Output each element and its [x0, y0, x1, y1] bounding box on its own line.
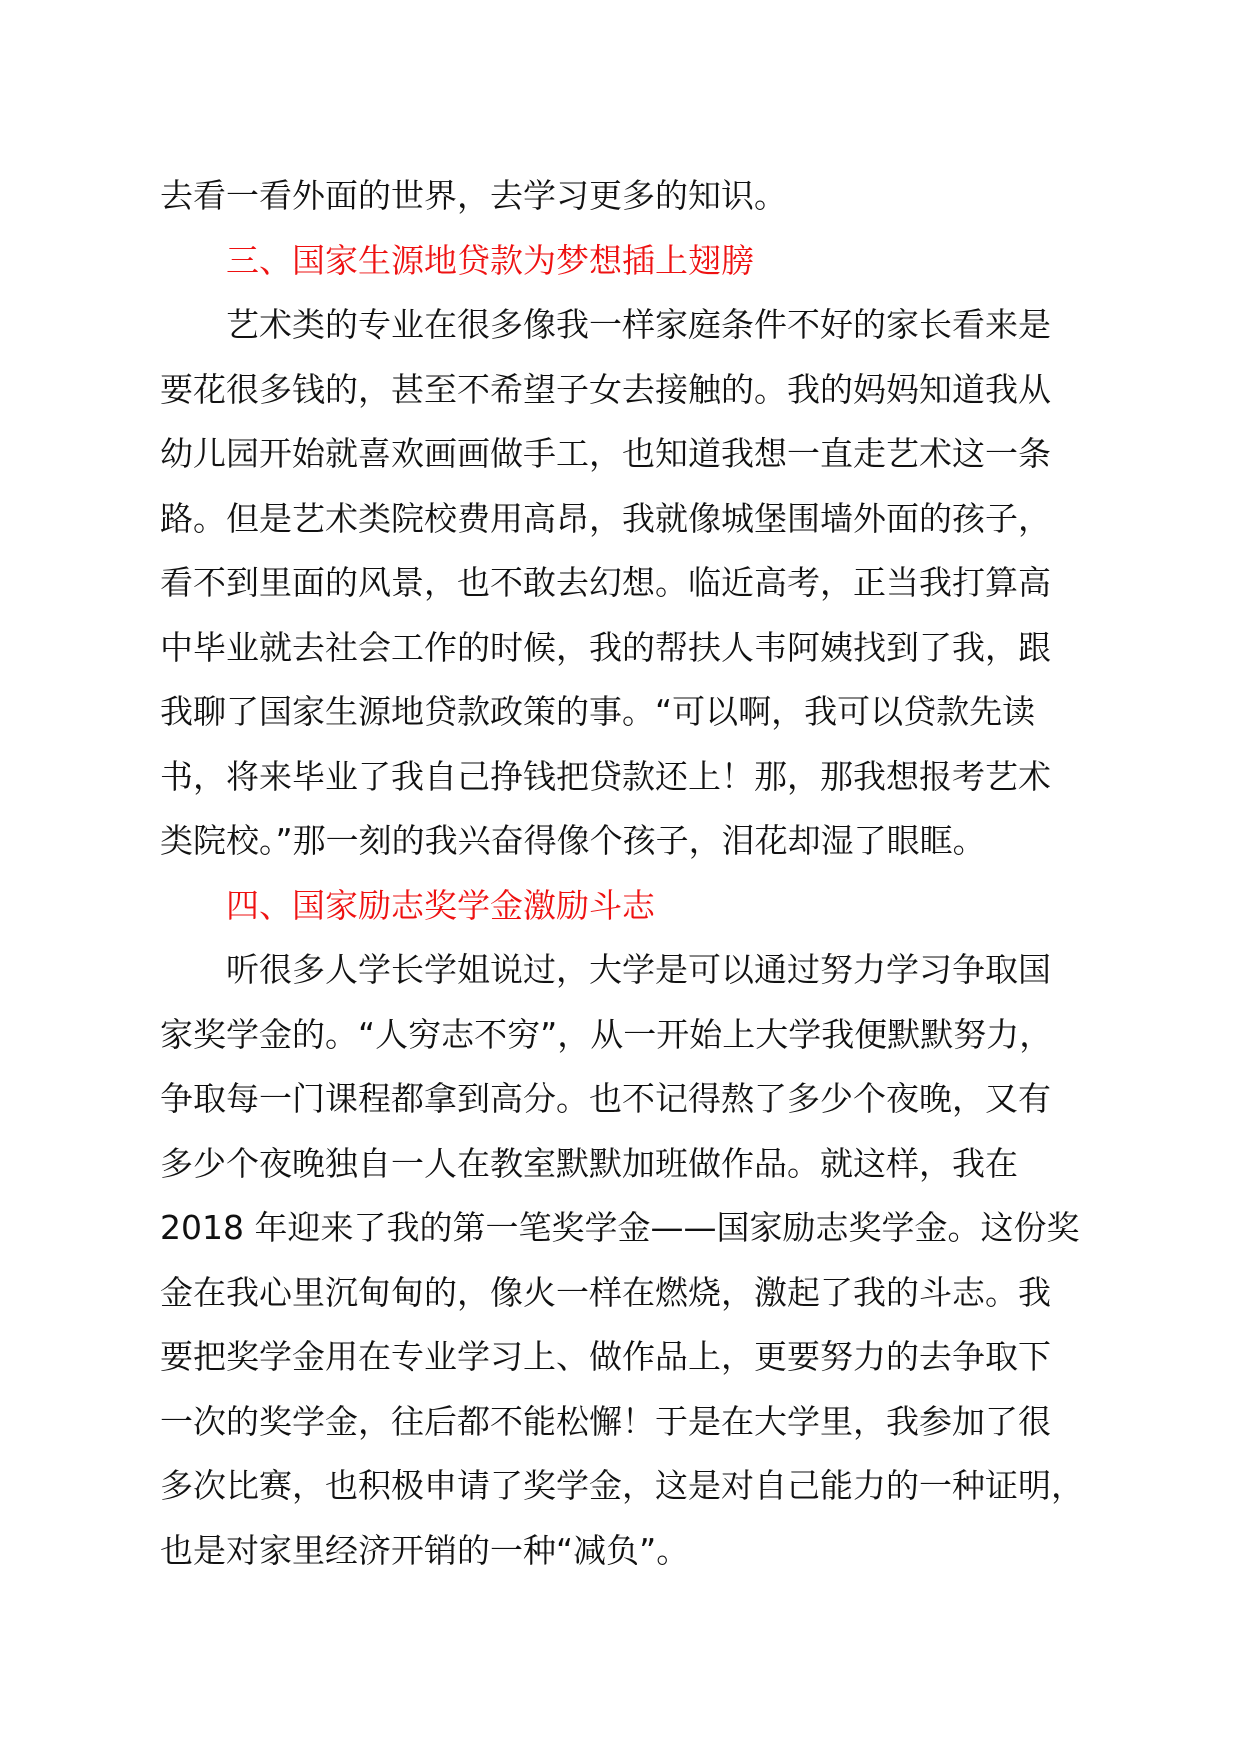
body-text-line: 我聊了国家生源地贷款政策的事。“可以啊，我可以贷款先读 — [160, 692, 1036, 731]
body-text-line: 看不到里面的风景，也不敢去幻想。临近高考，正当我打算高 — [160, 563, 1051, 602]
body-text-line: 也是对家里经济开销的一种“减负”。 — [160, 1530, 690, 1570]
section-heading: 四、国家励志奖学金激励斗志 — [226, 885, 655, 925]
body-text-line: 多少个夜晚独自一人在教室默默加班做作品。就这样，我在 — [160, 1143, 1018, 1183]
body-text-line: 要把奖学金用在专业学习上、做作品上，更要努力的去争取下 — [160, 1337, 1051, 1376]
body-text-line: 争取每一门课程都拿到高分。也不记得熬了多少个夜晚，又有 — [160, 1079, 1051, 1118]
body-text-line: 类院校。”那一刻的我兴奋得像个孩子，泪花却湿了眼眶。 — [160, 821, 986, 860]
body-text-line: 多次比赛，也积极申请了奖学金，这是对自己能力的一种证明， — [160, 1466, 1084, 1505]
section-heading: 三、国家生源地贷款为梦想插上翅膀 — [226, 240, 754, 280]
body-text-line: 中毕业就去社会工作的时候，我的帮扶人韦阿姨找到了我，跟 — [160, 627, 1051, 667]
body-text-line: 2018 年迎来了我的第一笔奖学金——国家励志奖学金。这份奖 — [160, 1208, 1080, 1247]
document-page — [160, 164, 1120, 1583]
body-text-line: 听很多人学长学姐说过，大学是可以通过努力学习争取国 — [226, 950, 1051, 989]
body-text-line: 去看一看外面的世界，去学习更多的知识。 — [160, 176, 787, 215]
body-text-line: 一次的奖学金，往后都不能松懈！于是在大学里，我参加了很 — [160, 1401, 1051, 1441]
body-text-line: 要花很多钱的，甚至不希望子女去接触的。我的妈妈知道我从 — [160, 369, 1051, 409]
body-text-line: 路。但是艺术类院校费用高昂，我就像城堡围墙外面的孩子， — [160, 498, 1051, 538]
body-text-line: 幼儿园开始就喜欢画画做手工，也知道我想一直走艺术这一条 — [160, 434, 1051, 473]
body-text-line: 艺术类的专业在很多像我一样家庭条件不好的家长看来是 — [226, 305, 1051, 344]
body-text-line: 金在我心里沉甸甸的，像火一样在燃烧，激起了我的斗志。我 — [160, 1272, 1051, 1312]
body-text-line: 书，将来毕业了我自己挣钱把贷款还上！那，那我想报考艺术 — [160, 756, 1051, 796]
body-text-line: 家奖学金的。“人穷志不穷”，从一开始上大学我便默默努力， — [160, 1014, 1053, 1054]
